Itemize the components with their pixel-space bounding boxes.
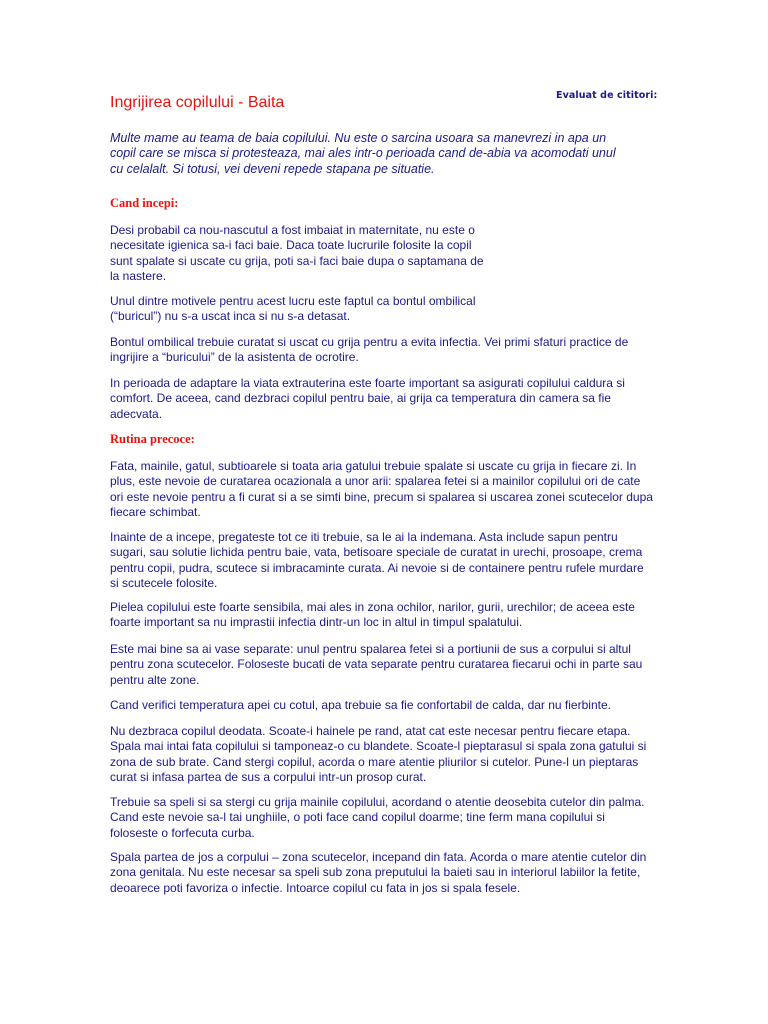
section-heading-rutina-precoce bbox=[110, 432, 195, 447]
body-paragraph: Bontul ombilical trebuie curatat si uscat cu grija pentru a evita infectia. Vei primi sfaturi practice de ingrijire a “buricului” de la asistenta de ocrotire. bbox=[110, 335, 629, 365]
paragraph-block bbox=[110, 724, 655, 785]
paragraph-block bbox=[110, 376, 650, 422]
paragraph-block bbox=[110, 698, 670, 713]
body-paragraph: Pielea copilului este foarte sensibila, mai ales in zona ochilor, narilor, gurii, urechilor; de aceea este foarte important sa nu imprastii infectia dintr-un loc in altul in timpul spalatului. bbox=[110, 600, 635, 630]
body-paragraph: Trebuie sa speli si sa stergi cu grija mainile copilului, acordand o atentie deosebita cutelor din palma. Cand este nevoie sa-l tai unghiile, o poti face cand copilul doarme; tine ferm mana copilului si foloseste o forfecuta curba. bbox=[110, 795, 645, 840]
paragraph-block bbox=[110, 795, 655, 841]
body-paragraph: Desi probabil ca nou-nascutul a fost imbaiat in maternitate, nu este o necesitate igienica sa-i faci baie. Daca toate lucrurile folosite la copil sunt spalate si uscate cu grija, poti sa-i faci baie dupa o saptamana de la nastere. bbox=[110, 223, 484, 283]
section-heading-cand-incepi bbox=[110, 196, 178, 211]
body-paragraph: In perioada de adaptare la viata extrauterina este foarte important sa asigurati copilului caldura si comfort. De aceea, cand dezbraci copilul pentru baie, ai grija ca temperatura din camera sa fie adecvata. bbox=[110, 376, 625, 421]
body-paragraph: Fata, mainile, gatul, subtioarele si toata aria gatului trebuie spalate si uscate cu grija in fiecare zi. In plus, este nevoie de curatarea ocazionala a unor arii: spalarea fetei si a mainilor copilului ori de cate ori este nevoie pentru a fi curat si a se simti bine, precum si spalarea si uscarea zonei scutecelor dupa fiecare schimbat. bbox=[110, 459, 653, 519]
body-paragraph: Cand verifici temperatura apei cu cotul, apa trebuie sa fie confortabil de calda, dar nu fierbinte. bbox=[110, 698, 611, 712]
body-paragraph: Este mai bine sa ai vase separate: unul pentru spalarea fetei si a portiunii de sus a corpului si altul pentru zona scutecelor. Foloseste bucati de vata separate pentru curatarea fiecarui ochi in parte sau pentru alte zone. bbox=[110, 642, 643, 687]
section-heading: Cand incepi: bbox=[110, 196, 179, 210]
paragraph-block bbox=[110, 335, 650, 366]
paragraph-block bbox=[110, 600, 655, 631]
paragraph-block bbox=[110, 223, 490, 284]
section-heading: Rutina precoce: bbox=[110, 432, 195, 446]
paragraph-block bbox=[110, 530, 655, 591]
paragraph-block bbox=[110, 642, 655, 688]
body-paragraph: Spala partea de jos a corpului – zona scutecelor, incepand din fata. Acorda o mare atentie cutelor din zona genitala. Nu este necesar sa speli sub zona preputului la baieti sau in interiorul labiilor la fetite, deoarece poti favoriza o infectie. Intoarce copilul cu fata in jos si spala fesele. bbox=[110, 850, 647, 895]
body-paragraph: Inainte de a incepe, pregateste tot ce iti trebuie, sa le ai la indemana. Asta include sapun pentru sugari, sau solutie lichida pentru baie, vata, betisoare speciale de curatat in urechi, prosoape, crema pentru copii, pudra, scutece si imbracaminte curata. Ai nevoie si de containere pentru rufele murdare si scutecele folosite. bbox=[110, 530, 644, 590]
reader-rating-label: Evaluat de cititori: bbox=[556, 90, 658, 101]
body-paragraph: Nu dezbraca copilul deodata. Scoate-i hainele pe rand, atat cat este necesar pentru fiecare etapa. Spala mai intai fata copilului si tamponeaz-o cu blandete. Scoate-l pieptarasul si spala zona gatului si zona de sub brate. Cand stergi copilul, acorda o mare atentie pliurilor si cutelor. Pune-l un pieptaras curat si infasa partea de sus a corpului intr-un prosop curat. bbox=[110, 724, 647, 784]
paragraph-block bbox=[110, 459, 655, 520]
paragraph-block bbox=[110, 294, 500, 325]
paragraph-block bbox=[110, 850, 655, 896]
document-title: Ingrijirea copilului - Baita bbox=[110, 94, 285, 111]
body-paragraph: Unul dintre motivele pentru acest lucru este faptul ca bontul ombilical (“buricul”) nu s-a uscat inca si nu s-a detasat. bbox=[110, 294, 476, 324]
intro-paragraph: Multe mame au teama de baia copilului. Nu este o sarcina usoara sa manevrezi in apa un copil care se misca si protesteaza, mai ales intr-o perioada cand de-abia va acomodati unul cu celalalt. Si totusi, vei deveni repede stapana pe situatie. bbox=[110, 131, 616, 176]
